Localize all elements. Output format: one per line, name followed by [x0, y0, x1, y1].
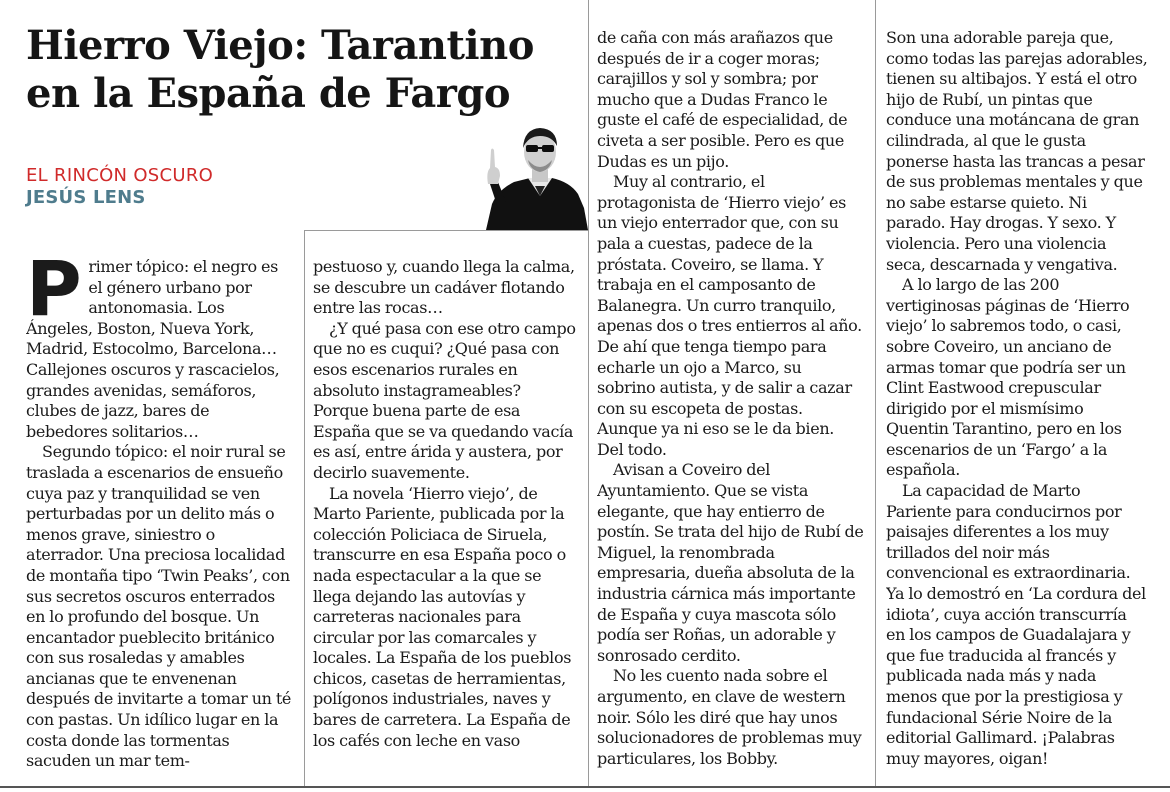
- column-divider: [588, 0, 589, 786]
- paragraph: ¿Y qué pasa con ese otro campo que no es cuqui? ¿Qué pasa con esos escenarios rurales en absoluto instagrameables? Porque buena parte de esa España que se va quedando vacía es así, entre árida y austera, por decirlo suavemente.: [313, 318, 576, 482]
- article-column-1: [26, 257, 292, 777]
- paragraph: de caña con más arañazos que después de ir a coger moras; carajillos y sol y sombra; por mucho que a Dudas Franco le guste el café de especialidad, de civeta a ser posible. Pero es que Dudas es un pijo.: [597, 28, 848, 171]
- paragraph: pestuoso y, cuando llega la calma, se descubre un cadáver flotando entre las rocas…: [313, 257, 575, 318]
- headline: Hierro Viejo: Tarantino en la España de Fargo: [26, 22, 534, 117]
- author-byline: JESÚS LENS: [26, 187, 146, 208]
- article-column-4: [886, 28, 1148, 778]
- paragraph: Primer tópico: el negro es el género urbano por antonomasia. Los Ángeles, Boston, Nueva York, Madrid, Estocolmo, Barcelona… Callejones oscuros y rascacielos, grandes avenidas, semáforos, clubes de jazz, bares de bebedores solitarios…: [26, 257, 280, 441]
- column-divider: [875, 0, 876, 786]
- bottom-border: [0, 786, 1170, 788]
- paragraph: Segundo tópico: el noir rural se traslada a escenarios de ensueño cuya paz y tranquilidad se ven perturbadas por un delito más o menos grave, siniestro o aterrador. Una preciosa localidad de montaña tipo ‘Twin Peaks’, con sus secretos oscuros enterrados en lo profundo del bosque. Un encantador pueblecito británico con sus rosaledas y amables ancianas que te envenenan después de invitarte a tomar un té con pastas. Un idílico lugar en la costa donde las tormentas sacuden un mar tem-: [26, 442, 292, 771]
- paragraph: Avisan a Coveiro del Ayuntamiento. Que se vista elegante, que hay entierro de postín. Se trata del hijo de Rubí de Miguel, la renombrada empresaria, dueña absoluta de la industria cárnica más importante de España y cuya mascota sólo podía ser Roñas, un adorable y sonrosado cerdito.: [597, 460, 864, 665]
- column-divider: [304, 230, 305, 786]
- drop-cap: P: [26, 257, 82, 333]
- pointing-hand-icon: [487, 149, 500, 185]
- author-photo: [478, 112, 588, 230]
- article-column-3: [597, 28, 864, 778]
- paragraph: No les cuento nada sobre el argumento, en clave de western noir. Sólo les diré que hay unos solucionadores de problemas muy particulares, los Bobby.: [597, 666, 862, 768]
- paragraph: La capacidad de Marto Pariente para conducirnos por paisajes diferentes a los muy trillados del noir más convencional es extraordinaria. Ya lo demostró en ‘La cordura del idiota’, cuya acción transcurría en los campos de Guadalajara y que fue traducida al francés y publicada nada más y nada menos que por la prestigiosa y fundacional Série Noire de la editorial Gallimard. ¡Palabras muy mayores, oigan!: [886, 481, 1146, 768]
- section-label: EL RINCÓN OSCURO: [26, 165, 214, 186]
- header-divider: [304, 230, 588, 231]
- paragraph: La novela ‘Hierro viejo’, de Marto Pariente, publicada por la colección Policiaca de Siruela, transcurre en esa España poco o nada espectacular a la que se llega dejando las autovías y carreteras nacionales para circular por las comarcales y locales. La España de los pueblos chicos, casetas de herramientas, polígonos industriales, naves y bares de carretera. La España de los cafés con leche en vaso: [313, 483, 572, 750]
- paragraph: A lo largo de las 200 vertiginosas páginas de ‘Hierro viejo’ lo sabremos todo, o casi, sobre Coveiro, un anciano de armas tomar que podría ser un Clint Eastwood crepuscular dirigido por el mismísimo Quentin Tarantino, pero en los escenarios de un ‘Fargo’ a la española.: [886, 275, 1130, 480]
- paragraph: Muy al contrario, el protagonista de ‘Hierro viejo’ es un viejo enterrador que, con su pala a cuestas, padece de la próstata. Coveiro, se llama. Y trabaja en el camposanto de Balanegra. Un curro tranquilo, apenas dos o tres entierros al año. De ahí que tenga tiempo para echarle un ojo a Marco, su sobrino autista, y de salir a cazar con su escopeta de postas. Aunque ya ni eso se le da bien. Del todo.: [597, 172, 862, 459]
- paragraph: Son una adorable pareja que, como todas las parejas adorables, tienen su altibajos. Y está el otro hijo de Rubí, un pintas que conduce una motáncana de gran cilindrada, al que le gusta ponerse hasta las trancas a pesar de sus problemas mentales y que no sabe estarse quieto. Ni parado. Hay drogas. Y sexo. Y violencia. Pero una violencia seca, descarnada y vengativa.: [886, 28, 1148, 274]
- article-column-2: [313, 257, 579, 777]
- sunglasses-icon: [526, 145, 538, 152]
